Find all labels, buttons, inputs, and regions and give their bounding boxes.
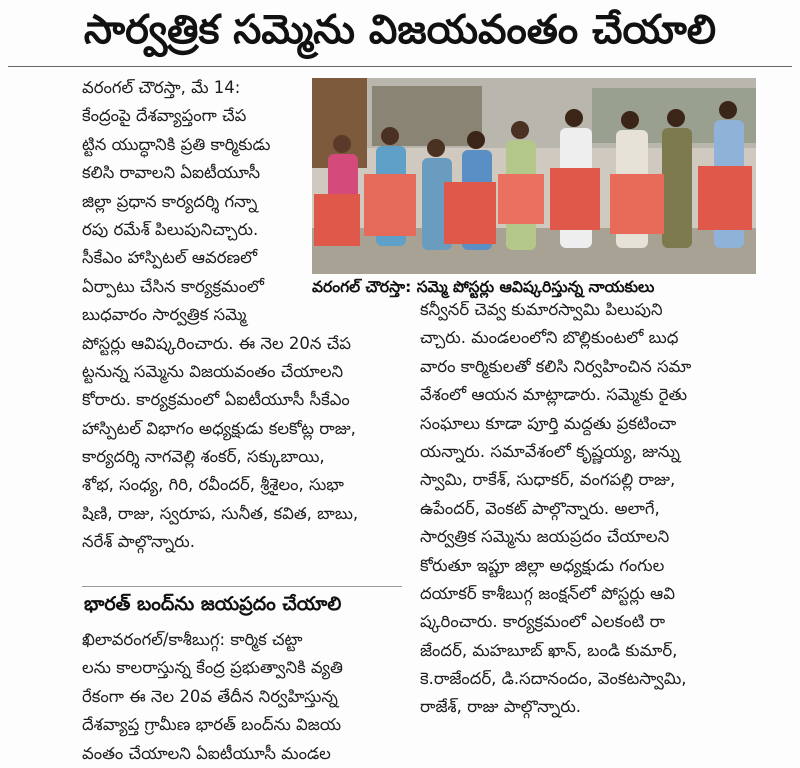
headline-text: సార్వత్రిక సమ్మెను విజయవంతం చేయాలి: [83, 7, 717, 53]
text-line: సీకేఎం హాస్పిటల్ ఆవరణలో: [82, 248, 258, 268]
text-line: స్వామి, రాకేశ్, సుధాకర్, వంగపల్లి రాజు,: [420, 470, 676, 490]
text-line: సంఘాలు కూడా పూర్తి మద్దతు ప్రకటించా: [420, 413, 677, 433]
text-line: ఉపేందర్, వెంకట్ పాల్గొన్నారు. అలాగే,: [420, 498, 660, 518]
photo-illustration: [312, 78, 756, 274]
text-line: కోరారు. కార్యక్రమంలో ఏఐటీయూసీ సీకేఎం: [82, 390, 350, 410]
text-line: శోభ, సంధ్య, గిరి, రవీందర్, శ్రీశైలం, సుభా: [82, 475, 344, 495]
headline-rule: [8, 66, 792, 67]
subheading: భారత్ బంద్‌ను జయప్రదం చేయాలి: [84, 593, 342, 615]
text-line: ట్టనున్న సమ్మెను విజయవంతం చేయాలని: [82, 361, 344, 381]
text-line: వంతం చేయాలని ఏఐటీయూసీ మండల: [82, 743, 331, 763]
text-line: వారం కార్మికులతో కలిసి నిర్వహించిన సమా: [420, 356, 692, 376]
text-line: దయాకర్ కాశీబుగ్గ జంక్షన్‌లో పోస్టర్లు ఆవి: [420, 583, 675, 603]
right-column: [420, 296, 795, 722]
section-divider: [82, 586, 402, 587]
text-line: బుధవారం సార్వత్రిక సమ్మె: [82, 305, 247, 325]
text-line: వరంగల్ చౌరస్తా, మే 14:: [82, 78, 241, 97]
text-line: నరేశ్ పాల్గొన్నారు.: [82, 532, 195, 552]
text-line: ఏర్పాటు చేసిన కార్యక్రమంలో: [82, 276, 264, 296]
text-line: రాజేశ్, రాజు పాల్గొన్నారు.: [420, 697, 582, 717]
text-line: లను కాలరాస్తున్న కేంద్ర ప్రభుత్వానికి వ్యతి: [82, 658, 343, 678]
text-line: కేంద్రంపై దేశవ్యాప్తంగా చేప: [82, 106, 247, 126]
text-line: ఖిలావరంగల్/కాశీబుగ్గ: కార్మిక చట్టా: [82, 630, 303, 649]
text-line: కె.రాజేందర్, డి.సదానందం, వెంకటస్వామి,: [420, 669, 687, 689]
news-photo: [312, 78, 756, 274]
headline: [0, 6, 800, 64]
text-line: సార్వత్రిక సమ్మెను జయప్రదం చేయాలని: [420, 527, 670, 547]
text-line: కోరుతూ ఇప్టూ జిల్లా అధ్యక్షుడు గంగుల: [420, 555, 665, 575]
text-line: రపు రమేశ్ పిలుపునిచ్చారు.: [82, 219, 259, 239]
text-line: యన్నారు. సమావేశంలో కృష్ణయ్య, జున్ను: [420, 441, 680, 461]
text-line: చ్చారు. మండలంలోని బొల్లికుంటలో బుధ: [420, 328, 679, 348]
text-line: జిల్లా ప్రధాన కార్యదర్శి గన్నా: [82, 191, 258, 211]
left-column-2: [82, 626, 402, 768]
text-line: కన్వీనర్ చెవ్వ కుమారస్వామి పిలుపుని: [420, 300, 663, 319]
text-line: షిణి, రాజు, స్వరూప, సునీత, కవిత, బాబు,: [82, 503, 359, 523]
text-line: ట్టిన యుద్ధానికి ప్రతి కార్మికుడు: [82, 134, 271, 154]
text-line: జేందర్, మహబూబ్ ఖాన్, బండి కుమార్,: [420, 640, 678, 660]
text-line: పోస్టర్లు ఆవిష్కరించారు. ఈ నెల 20న చేప: [82, 333, 351, 353]
text-line: హాస్పిటల్ విభాగం అధ్యక్షుడు కలకోట్ల రాజు,: [82, 418, 356, 438]
text-line: ష్కరించారు. కార్యక్రమంలో ఎలకంటి రా: [420, 612, 666, 632]
photo-caption: వరంగల్ చౌరస్తా: సమ్మె పోస్టర్లు ఆవిష్కరిస్తున్న నాయకులు: [312, 278, 655, 296]
text-line: దేశవ్యాప్త గ్రామీణ భారత్ బంద్‌ను విజయ: [82, 715, 342, 735]
text-line: కలిసి రావాలని ఏఐటీయూసీ: [82, 163, 261, 183]
text-line: కార్యదర్శి నాగవెల్లి శంకర్, సక్కుబాయి,: [82, 447, 325, 467]
text-line: రేకంగా ఈ నెల 20వ తేదీన నిర్వహిస్తున్న: [82, 686, 338, 706]
text-line: వేశంలో ఆయన మాట్లాడారు. సమ్మెకు రైతు: [420, 385, 688, 405]
